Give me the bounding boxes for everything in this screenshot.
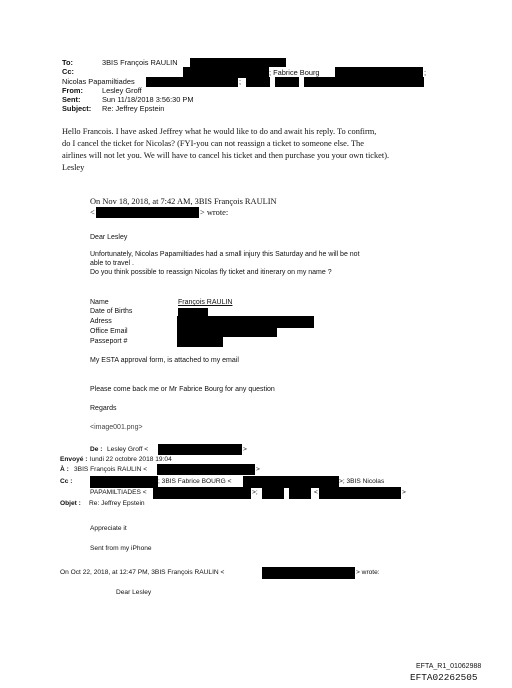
efta-id-small: EFTA_R1_01062988 xyxy=(416,663,482,670)
cc-tail-end: ; xyxy=(424,68,427,77)
a-value: 3BIS François RAULIN < xyxy=(74,466,148,473)
contact-line: Please come back me or Mr Fabrice Bourg for any question xyxy=(90,386,275,393)
from-label: From: xyxy=(62,86,83,95)
redaction-block xyxy=(177,337,223,347)
redaction-block xyxy=(90,476,158,488)
quote2-wrote: > wrote: xyxy=(356,569,380,576)
cc-fr-value: ; 3BIS Fabrice BOURG < xyxy=(158,478,232,485)
cc-line2: Nicolas Papamiltiades xyxy=(62,77,135,86)
quote-line: Do you think possible to reassign Nicolas fly ticket and itinerary on my name ? xyxy=(90,269,332,276)
sent-label: Sent: xyxy=(62,95,81,104)
cc-fr-line2: PAPAMILTIADES < xyxy=(90,489,147,496)
redaction-block xyxy=(146,77,238,87)
greeting: Dear Lesley xyxy=(90,234,128,241)
de-value: Lesley Groff < xyxy=(107,446,149,453)
envoye-label: Envoyé : xyxy=(60,456,88,463)
body-line: Hello Francois. I have asked Jeffrey what he would like to do and await his reply. To confirm, xyxy=(62,127,377,136)
redaction-block xyxy=(177,327,277,337)
field-label: Office Email xyxy=(90,328,128,335)
objet-label: Objet : xyxy=(60,500,81,507)
redaction-block xyxy=(275,77,299,87)
cc-label: Cc: xyxy=(62,67,74,76)
quote-line: Unfortunately, Nicolas Papamiltiades had a small injury this Saturday and he will be not xyxy=(90,251,360,258)
body-line: Lesley xyxy=(62,163,85,172)
appreciate-line: Appreciate it xyxy=(90,525,127,532)
field-label: Passeport # xyxy=(90,338,128,345)
subject-value: Re: Jeffrey Epstein xyxy=(102,104,165,113)
quote-line: able to travel . xyxy=(90,260,134,267)
envoye-value: lundi 22 octobre 2018 19:04 xyxy=(90,456,172,463)
quote2-greeting: Dear Lesley xyxy=(116,589,152,596)
redaction-block xyxy=(262,487,284,499)
field-label: Name xyxy=(90,299,109,306)
subject-label: Subject: xyxy=(62,104,92,113)
objet-value: Re: Jeffrey Epstein xyxy=(89,500,145,507)
cc-fr-label: Cc : xyxy=(60,478,73,485)
redaction-block xyxy=(262,567,355,579)
body-line: do I cancel the ticket for Nicolas? (FYI-you can not reassign a ticket to someone else. The xyxy=(62,139,364,148)
quote-on-line: On Nov 18, 2018, at 7:42 AM, 3BIS François RAULIN xyxy=(90,197,277,206)
redaction-block xyxy=(153,487,251,499)
de-label: De : xyxy=(90,446,103,453)
cc-fr-mid: >; 3BIS Nicolas xyxy=(339,478,385,485)
redaction-block xyxy=(190,58,286,67)
redaction-block xyxy=(319,487,401,499)
redaction-block xyxy=(157,464,255,475)
field-label: Adress xyxy=(90,318,112,325)
redaction-block xyxy=(246,77,270,87)
esta-line: My ESTA approval form, is attached to my email xyxy=(90,357,239,364)
redaction-block xyxy=(289,487,311,499)
name-value: François RAULIN xyxy=(178,299,233,306)
iphone-line: Sent from my iPhone xyxy=(90,545,152,552)
to-label: To: xyxy=(62,58,73,67)
quote-wrote: > wrote: xyxy=(200,208,229,217)
quote2-on-line: On Oct 22, 2018, at 12:47 PM, 3BIS François RAULIN < xyxy=(60,569,225,576)
redaction-block xyxy=(96,207,199,218)
cc-tail: ; Fabrice Bourg xyxy=(269,68,320,77)
redaction-block xyxy=(304,77,424,87)
from-value: Lesley Groff xyxy=(102,86,142,95)
image-placeholder: <image001.png> xyxy=(90,424,143,431)
field-label: Date of Births xyxy=(90,308,133,315)
efta-id-large: EFTA02262505 xyxy=(410,672,478,683)
to-value: 3BIS François RAULIN xyxy=(102,58,178,67)
body-line: airlines will not let you. We will have to cancel his ticket and then purchase you your own ticket). xyxy=(62,151,390,160)
sent-value: Sun 11/18/2018 3:56:30 PM xyxy=(102,95,194,104)
a-label: À : xyxy=(60,466,69,473)
regards: Regards xyxy=(90,405,117,412)
redaction-block xyxy=(158,444,242,455)
